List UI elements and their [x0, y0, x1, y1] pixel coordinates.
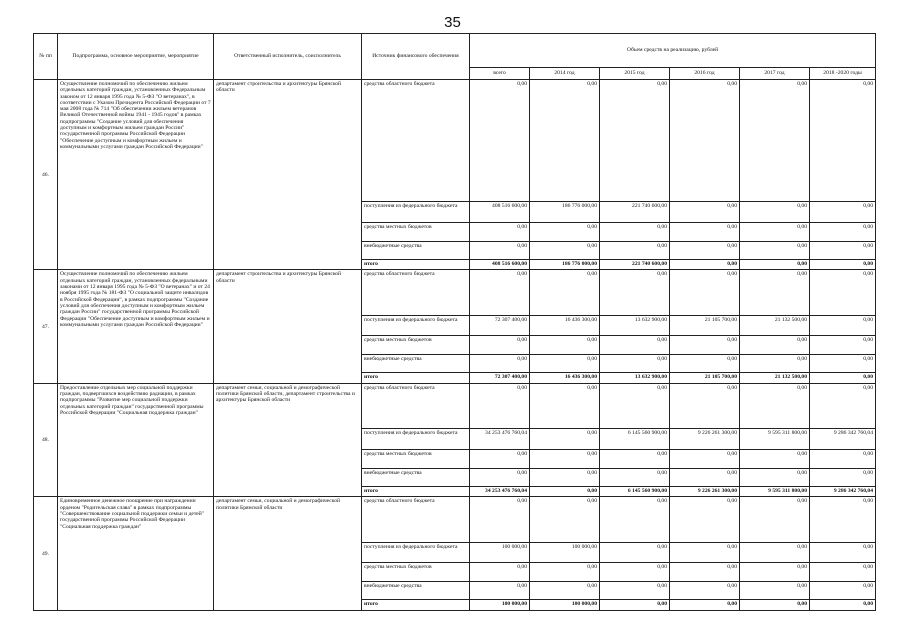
header-volume: Объем средств на реализацию, рублей — [470, 34, 876, 68]
amount-2017: 9 595 311 800,00 — [740, 486, 810, 497]
funding-source-regional: средства областного бюджета — [362, 383, 470, 428]
amount-2017: 0,00 — [740, 600, 810, 611]
header-executor: Ответственный исполнитель, соисполнитель — [214, 34, 362, 80]
amount-2016: 0,00 — [670, 336, 740, 355]
measure-description: Осуществление полномочий по обеспечению жильем отдельных категорий граждан, установленных Федеральным законом от 12 января 1995 года № 5-ФЗ "О ветеранах", в соответствии с Указом Президента Российской Федерации от 7 мая 2008 года № 714 "Об обеспечении жильем ветеранов Великой Отечественной войны 1941 - 1945 годов" в рамках подпрограммы "Создание условий для обеспечения доступным и комфортным жильем граждан России" государственной программы Российской Федерации "Обеспечение доступным и комфортным жильем и коммунальными услугами граждан Российской Федерации" — [58, 80, 214, 270]
header-year-2017: 2017 год — [740, 68, 810, 80]
measure-description: Предоставление отдельных мер социальной поддержки граждан, подвергшихся воздействию радиации, в рамках подпрограммы "Развитие мер социальной поддержки отдельных категорий граждан" государственной программы Российской Федерации "Социальная поддержка граждан" — [58, 383, 214, 496]
amount-2015: 6 145 560 900,00 — [600, 429, 670, 449]
amount-2016: 0,00 — [670, 355, 740, 373]
amount-2017: 0,00 — [740, 270, 810, 315]
amount-2015: 13 632 900,00 — [600, 315, 670, 335]
funding-source-offbudget: внебюджетные средства — [362, 582, 470, 600]
amount-2014: 16 436 300,00 — [530, 315, 600, 335]
amount-2014: 0,00 — [530, 241, 600, 259]
amount-2018-2020: 0,00 — [810, 542, 876, 562]
amount-2018-2020: 0,00 — [810, 80, 876, 202]
amount-2017: 0,00 — [740, 259, 810, 270]
header-source: Источник финансового обеспечения — [362, 34, 470, 80]
amount-2014: 0,00 — [530, 582, 600, 600]
amount-2018-2020: 0,00 — [810, 449, 876, 468]
header-num: № пп — [34, 34, 58, 80]
amount-total: 0,00 — [470, 241, 530, 259]
amount-2016: 21 105 700,00 — [670, 315, 740, 335]
responsible-executor: департамент строительства и архитектуры Брянской области — [214, 270, 362, 383]
responsible-executor: департамент строительства и архитектуры Брянской области — [214, 80, 362, 270]
amount-2014: 0,00 — [530, 486, 600, 497]
amount-2016: 0,00 — [670, 80, 740, 202]
amount-2018-2020: 0,00 — [810, 562, 876, 581]
funding-source-total: итого — [362, 259, 470, 270]
amount-2016: 0,00 — [670, 600, 740, 611]
amount-2014: 0,00 — [530, 429, 600, 449]
amount-2015: 0,00 — [600, 80, 670, 202]
amount-2014: 0,00 — [530, 270, 600, 315]
amount-total: 0,00 — [470, 80, 530, 202]
amount-2017: 0,00 — [740, 449, 810, 468]
amount-2018-2020: 0,00 — [810, 383, 876, 428]
amount-2014: 0,00 — [530, 222, 600, 241]
amount-2016: 0,00 — [670, 202, 740, 222]
amount-2018-2020: 0,00 — [810, 202, 876, 222]
amount-2017: 0,00 — [740, 80, 810, 202]
amount-2018-2020: 0,00 — [810, 600, 876, 611]
amount-total: 408 516 600,00 — [470, 259, 530, 270]
header-year-total: всего — [470, 68, 530, 80]
amount-2016: 0,00 — [670, 468, 740, 486]
amount-2017: 0,00 — [740, 241, 810, 259]
budget-table — [33, 33, 876, 611]
funding-source-offbudget: внебюджетные средства — [362, 468, 470, 486]
amount-2015: 0,00 — [600, 582, 670, 600]
amount-2014: 16 436 300,00 — [530, 373, 600, 384]
funding-source-federal: поступления из федерального бюджета — [362, 315, 470, 335]
amount-2015: 0,00 — [600, 468, 670, 486]
amount-total: 72 307 400,00 — [470, 315, 530, 335]
amount-2016: 0,00 — [670, 562, 740, 581]
amount-2017: 21 132 500,00 — [740, 315, 810, 335]
funding-source-federal: поступления из федерального бюджета — [362, 429, 470, 449]
amount-2015: 0,00 — [600, 355, 670, 373]
amount-total: 0,00 — [470, 383, 530, 428]
amount-2018-2020: 0,00 — [810, 336, 876, 355]
amount-2018-2020: 0,00 — [810, 241, 876, 259]
amount-2015: 0,00 — [600, 336, 670, 355]
responsible-executor: департамент семьи, социальной и демографической политики Брянской области — [214, 497, 362, 611]
amount-2014: 0,00 — [530, 562, 600, 581]
amount-2014: 0,00 — [530, 468, 600, 486]
amount-2015: 0,00 — [600, 270, 670, 315]
amount-2014: 186 776 000,00 — [530, 259, 600, 270]
amount-2015: 0,00 — [600, 497, 670, 542]
measure-description: Осуществление полномочий по обеспечению жильем отдельных категорий граждан, установленных федеральными законами от 12 января 1995 года № 5-ФЗ "О ветеранах" и от 24 ноября 1995 года № 181-ФЗ "О социальной защите инвалидов в Российской Федерации", в рамках подпрограммы "Создание условий для обеспечения доступным и комфортным жильем граждан России" государственной программы Российской Федерации "Обеспечение доступным и комфортным жильем и коммунальными услугами граждан Российской Федерации" — [58, 270, 214, 383]
amount-2014: 0,00 — [530, 80, 600, 202]
amount-2018-2020: 0,00 — [810, 497, 876, 542]
amount-2016: 0,00 — [670, 542, 740, 562]
amount-2016: 21 105 700,00 — [670, 373, 740, 384]
amount-2014: 186 776 000,00 — [530, 202, 600, 222]
amount-2017: 0,00 — [740, 355, 810, 373]
amount-2014: 100 000,00 — [530, 542, 600, 562]
amount-2015: 0,00 — [600, 600, 670, 611]
table-row — [34, 383, 876, 428]
amount-total: 34 253 476 760,04 — [470, 429, 530, 449]
amount-2015: 6 145 560 900,00 — [600, 486, 670, 497]
amount-2018-2020: 0,00 — [810, 222, 876, 241]
amount-2018-2020: 0,00 — [810, 259, 876, 270]
amount-2018-2020: 9 286 342 760,04 — [810, 429, 876, 449]
funding-source-local: средства местных бюджетов — [362, 562, 470, 581]
amount-2014: 0,00 — [530, 355, 600, 373]
funding-source-total: итого — [362, 600, 470, 611]
amount-2016: 0,00 — [670, 241, 740, 259]
amount-total: 0,00 — [470, 582, 530, 600]
funding-source-federal: поступления из федерального бюджета — [362, 202, 470, 222]
row-number: 47. — [34, 270, 58, 383]
amount-2018-2020: 0,00 — [810, 270, 876, 315]
funding-source-total: итого — [362, 486, 470, 497]
amount-2017: 0,00 — [740, 336, 810, 355]
funding-source-federal: поступления из федерального бюджета — [362, 542, 470, 562]
amount-2017: 0,00 — [740, 562, 810, 581]
funding-source-regional: средства областного бюджета — [362, 270, 470, 315]
amount-2016: 0,00 — [670, 222, 740, 241]
funding-source-offbudget: внебюджетные средства — [362, 241, 470, 259]
table-row — [34, 80, 876, 202]
amount-2015: 0,00 — [600, 449, 670, 468]
amount-2018-2020: 9 286 342 760,04 — [810, 486, 876, 497]
amount-2014: 0,00 — [530, 383, 600, 428]
amount-2017: 0,00 — [740, 542, 810, 562]
amount-2015: 0,00 — [600, 222, 670, 241]
funding-source-local: средства местных бюджетов — [362, 222, 470, 241]
amount-2016: 9 226 261 300,00 — [670, 486, 740, 497]
amount-2014: 0,00 — [530, 336, 600, 355]
amount-2018-2020: 0,00 — [810, 355, 876, 373]
amount-total: 0,00 — [470, 270, 530, 315]
amount-2016: 0,00 — [670, 582, 740, 600]
page-number: 35 — [444, 14, 461, 31]
measure-description: Единовременное денежное поощрение при награждении орденом "Родительская слава" в рамках подпрограммы "Совершенствование социальной поддержки семьи и детей" государственной программы Российской Федерации "Социальная поддержка граждан" — [58, 497, 214, 611]
amount-total: 100 000,00 — [470, 542, 530, 562]
amount-2016: 0,00 — [670, 497, 740, 542]
amount-total: 0,00 — [470, 497, 530, 542]
header-year-2016: 2016 год — [670, 68, 740, 80]
funding-source-regional: средства областного бюджета — [362, 497, 470, 542]
amount-2017: 0,00 — [740, 222, 810, 241]
row-number: 46. — [34, 80, 58, 270]
amount-total: 0,00 — [470, 336, 530, 355]
amount-2016: 9 226 261 300,00 — [670, 429, 740, 449]
amount-2016: 0,00 — [670, 383, 740, 428]
amount-2017: 0,00 — [740, 202, 810, 222]
funding-source-regional: средства областного бюджета — [362, 80, 470, 202]
table-row — [34, 497, 876, 542]
amount-2017: 21 132 500,00 — [740, 373, 810, 384]
amount-2018-2020: 0,00 — [810, 582, 876, 600]
amount-total: 0,00 — [470, 562, 530, 581]
amount-2015: 0,00 — [600, 542, 670, 562]
amount-2016: 0,00 — [670, 270, 740, 315]
amount-total: 0,00 — [470, 222, 530, 241]
amount-2015: 221 740 600,00 — [600, 202, 670, 222]
amount-2017: 0,00 — [740, 582, 810, 600]
amount-2017: 9 595 311 800,00 — [740, 429, 810, 449]
funding-source-local: средства местных бюджетов — [362, 449, 470, 468]
funding-source-local: средства местных бюджетов — [362, 336, 470, 355]
amount-total: 0,00 — [470, 449, 530, 468]
amount-2017: 0,00 — [740, 383, 810, 428]
row-number: 49. — [34, 497, 58, 611]
row-number: 48. — [34, 383, 58, 496]
amount-total: 408 516 600,00 — [470, 202, 530, 222]
amount-total: 100 000,00 — [470, 600, 530, 611]
amount-2017: 0,00 — [740, 468, 810, 486]
amount-total: 34 253 476 760,04 — [470, 486, 530, 497]
amount-2015: 0,00 — [600, 562, 670, 581]
budget-table-body — [34, 80, 876, 611]
amount-total: 0,00 — [470, 468, 530, 486]
amount-2017: 0,00 — [740, 497, 810, 542]
funding-source-offbudget: внебюджетные средства — [362, 355, 470, 373]
amount-2015: 13 632 900,00 — [600, 373, 670, 384]
header-year-2014: 2014 год — [530, 68, 600, 80]
amount-2015: 221 740 600,00 — [600, 259, 670, 270]
amount-2014: 0,00 — [530, 449, 600, 468]
amount-2016: 0,00 — [670, 259, 740, 270]
header-year-2018-2020: 2018 -2020 годы — [810, 68, 876, 80]
amount-2015: 0,00 — [600, 241, 670, 259]
amount-2018-2020: 0,00 — [810, 315, 876, 335]
table-row — [34, 270, 876, 315]
header-year-2015: 2015 год — [600, 68, 670, 80]
header-program: Подпрограмма, основное мероприятие, мероприятие — [58, 34, 214, 80]
amount-2016: 0,00 — [670, 449, 740, 468]
amount-2014: 0,00 — [530, 497, 600, 542]
amount-2014: 100 000,00 — [530, 600, 600, 611]
funding-source-total: итого — [362, 373, 470, 384]
amount-total: 72 307 400,00 — [470, 373, 530, 384]
responsible-executor: департамент семьи, социальной и демографической политики Брянской области, департамент строительства и архитектуры Брянской области — [214, 383, 362, 496]
amount-2015: 0,00 — [600, 383, 670, 428]
amount-2018-2020: 0,00 — [810, 468, 876, 486]
amount-2018-2020: 0,00 — [810, 373, 876, 384]
amount-total: 0,00 — [470, 355, 530, 373]
